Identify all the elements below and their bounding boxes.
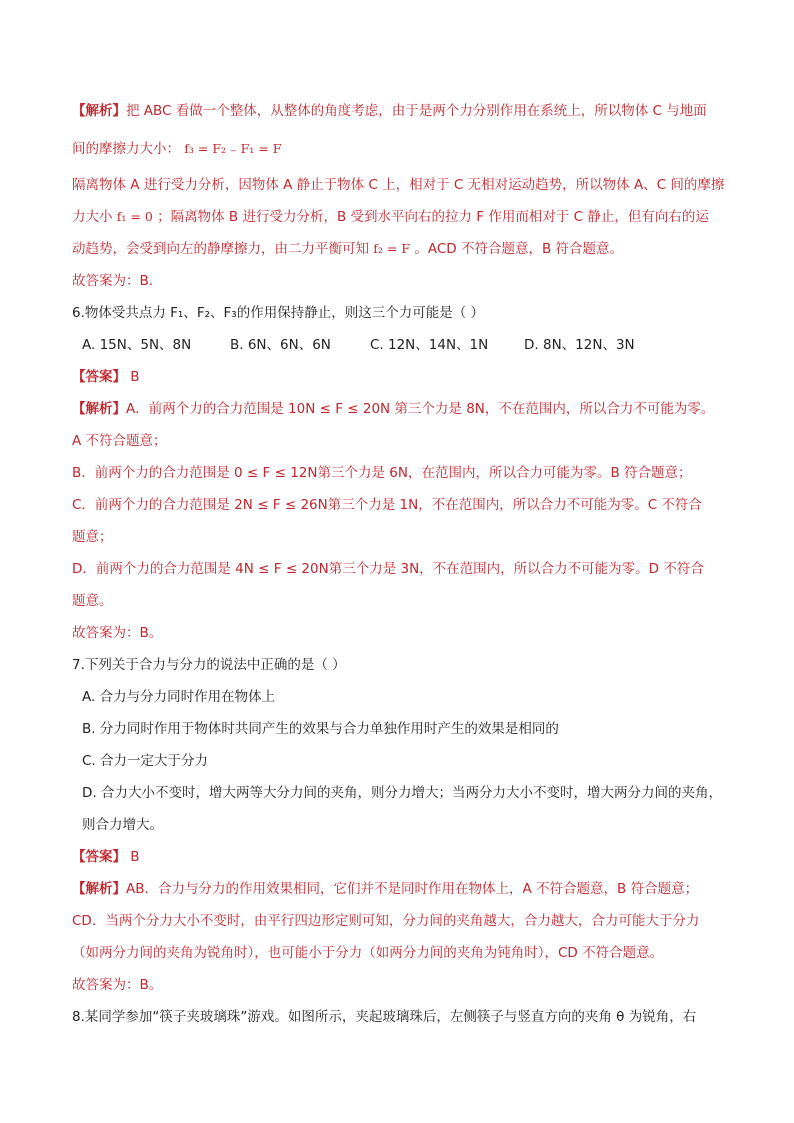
q7-option-d-line-1: D. 合力大小不变时，增大两等大分力间的夹角，则分力增大；当两分力大小不变时，增大两分力间的夹角，	[82, 785, 722, 801]
q6-analysis-line-5: 题意；	[72, 529, 113, 545]
q6-analysis-line-2: A 不符合题意；	[72, 433, 167, 449]
q6-option-c: C. 12N、14N、1N	[370, 337, 489, 353]
q5-conclusion: 故答案为：B.	[72, 273, 154, 289]
q6-analysis-line-7: 题意。	[72, 593, 113, 609]
q8-stem: 8.某同学参加“筷子夹玻璃珠”游戏。如图所示，夹起玻璃珠后，左侧筷子与竖直方向的夹角 θ 为锐角，右	[72, 1009, 697, 1025]
q7-conclusion: 故答案为：B。	[72, 977, 163, 993]
analysis-tag: 【解析】	[72, 103, 126, 119]
q7-option-c: C. 合力一定大于分力	[82, 753, 209, 769]
q7-analysis-line-3: （如两分力间的夹角为锐角时），也可能小于分力（如两分力间的夹角为钝角时），CD 不符合题意。	[72, 945, 664, 961]
q7-analysis-line-2: CD．当两个分力大小不变时，由平行四边形定则可知，分力间的夹角越大，合力越大，合力可能大于分力	[72, 913, 700, 929]
q6-option-d: D. 8N、12N、3N	[524, 337, 635, 353]
q7-option-a: A. 合力与分力同时作用在物体上	[82, 689, 276, 705]
q7-option-b: B. 分力同时作用于物体时共同产生的效果与合力单独作用时产生的效果是相同的	[82, 721, 559, 737]
q6-analysis-line-4: C．前两个力的合力范围是 2N ≤ F ≤ 26N第三个力是 1N，不在范围内，所以合力不可能为零。C 不符合	[72, 497, 702, 513]
q6-conclusion: 故答案为：B。	[72, 625, 163, 641]
q5-analysis-line-5: 动趋势，会受到向左的静摩擦力，由二力平衡可知 f₂ = F 。ACD 不符合题意，B 符合题意。	[72, 241, 623, 257]
q6-analysis-line-6: D．前两个力的合力范围是 4N ≤ F ≤ 20N第三个力是 3N，不在范围内，所以合力不可能为零。D 不符合	[72, 561, 704, 577]
q6-stem: 6.物体受共点力 F₁、F₂、F₃的作用保持静止，则这三个力可能是（ ）	[72, 305, 484, 321]
q6-analysis-line-3: B．前两个力的合力范围是 0 ≤ F ≤ 12N第三个力是 6N，在范围内，所以合力可能为零。B 符合题意；	[72, 465, 692, 481]
q7-stem: 7.下列关于合力与分力的说法中正确的是（ ）	[72, 657, 346, 673]
formula-f2: f₂ = F	[373, 241, 411, 256]
formula-f3: f₃ = F₂ ₋ F₁ = F	[184, 141, 282, 156]
q5-analysis-line-4: 力大小 f₁ = 0 ；隔离物体 B 进行受力分析，B 受到水平向右的拉力 F 作用而相对于 C 静止，但有向右的运	[72, 209, 709, 225]
q5-analysis-line-1: 【解析】把 ABC 看做一个整体，从整体的角度考虑，由于是两个力分别作用在系统上，所以物体 C 与地面	[72, 103, 707, 119]
q7-option-d-line-2: 则合力增大。	[82, 817, 163, 833]
q6-option-a: A. 15N、5N、8N	[82, 337, 192, 353]
q6-option-b: B. 6N、6N、6N	[230, 337, 331, 353]
formula-f1: f₁ = 0	[116, 209, 153, 224]
q6-analysis-line-1: 【解析】A．前两个力的合力范围是 10N ≤ F ≤ 20N 第三个力是 8N，不在范围内，所以合力不可能为零。	[72, 401, 715, 417]
q6-answer: 【答案】 B	[72, 369, 140, 385]
q5-analysis-line-3: 隔离物体 A 进行受力分析，因物体 A 静止于物体 C 上，相对于 C 无相对运动趋势，所以物体 A、C 间的摩擦	[72, 177, 725, 193]
q7-analysis-line-1: 【解析】AB．合力与分力的作用效果相同，它们并不是同时作用在物体上，A 不符合题意，B 符合题意；	[72, 881, 699, 897]
q7-answer: 【答案】 B	[72, 849, 140, 865]
q5-analysis-line-2: 间的摩擦力大小： f₃ = F₂ ₋ F₁ = F	[72, 141, 282, 157]
